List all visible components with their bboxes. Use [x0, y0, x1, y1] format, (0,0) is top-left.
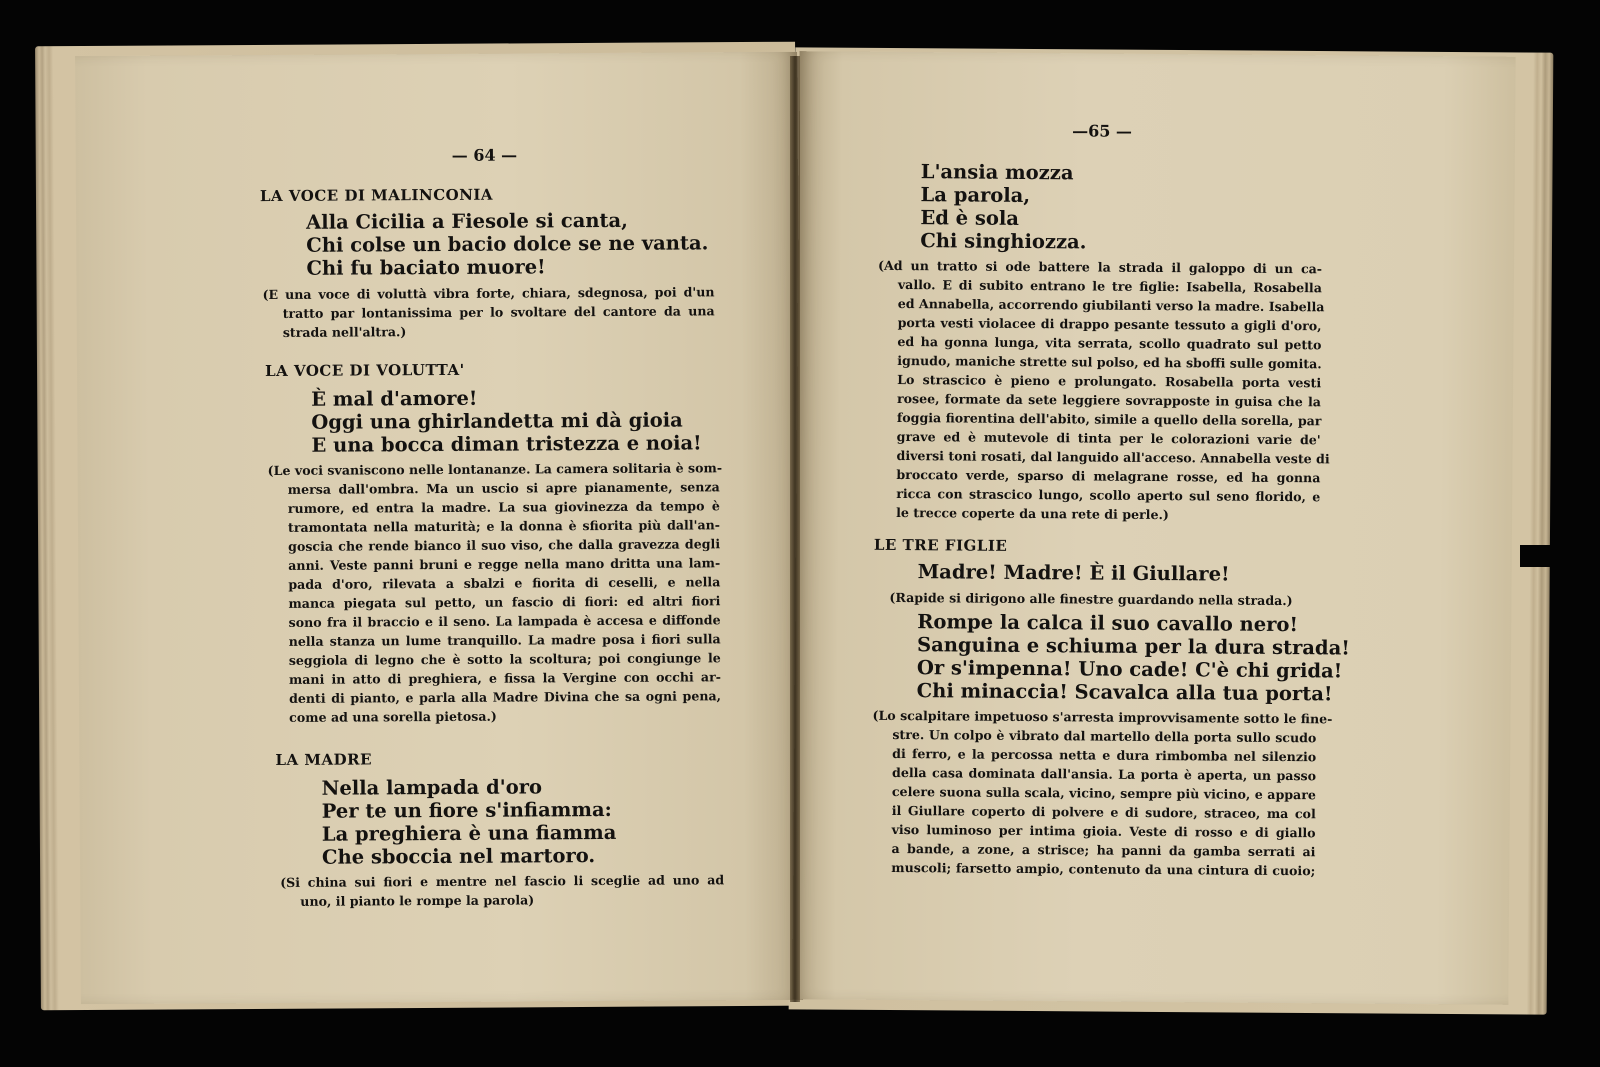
stage-line: le trecce coperte da una rete di perle.) [896, 504, 1169, 523]
section-heading: LA VOCE DI VOLUTTA' [264, 360, 465, 381]
stage-line: rumore, ed entra la madre. La sua giovinezza da tempo è [287, 498, 720, 516]
stage-direction [268, 458, 722, 727]
stage-line: grave ed è mutevole di tinta per le colorazioni varie de' [896, 428, 1321, 448]
stage-line: rosee, formate da sete leggiere sovrapposte in guisa che la [896, 390, 1322, 410]
section-heading: LA VOCE DI MALINCONIA [259, 185, 494, 206]
verse-line: Chi singhiozza. [920, 229, 1087, 254]
stage-line: a bande, a zone, a strisce; ha panni da gamba serrati ai [891, 840, 1316, 860]
stage-line: seggiola di legno che è sotto la scoltura; poi congiunge le [288, 650, 721, 668]
stage-line: vallo. E di subito entrano le tre figlie: Isabella, Rosabella [897, 276, 1322, 296]
stage-line: strada nell'altra.) [282, 324, 407, 340]
stage-line: (E una voce di voluttà vibra forte, chiara, sdegnosa, poi d'un [262, 284, 715, 303]
verse-line: Chi fu baciato muore! [306, 255, 546, 280]
stage-line: pada d'oro, rilevata a sbalzi e fiorita di ceselli, e nella [288, 574, 721, 592]
stage-direction [263, 282, 715, 342]
stage-line: tramontata nella maturità; e la donna è sfiorita più dall'an- [287, 517, 721, 535]
stage-line: della casa dominata dall'ansia. La porta è aperta, un passo [892, 764, 1317, 784]
verse-line: È mal d'amore! [311, 386, 478, 411]
stage-line: stre. Un colpo è vibrato dal martello della porta sullo scudo [892, 726, 1317, 746]
stage-line: (Si china sui fiori e mentre nel fascio li sceglie ad uno ad [280, 872, 725, 890]
verse-line: La parola, [920, 183, 1031, 208]
verse-block [322, 775, 617, 869]
stage-line: mani in atto di preghiera, e fissa la Vergine con occhi ar- [288, 669, 721, 687]
stage-line: il Giullare coperto di polvere e di sudore, straceo, ma col [891, 802, 1316, 822]
verse-block [918, 560, 1230, 585]
page-number: —65 — [1072, 121, 1133, 141]
stage-line: anni. Veste panni bruni e regge nella mano dritta una lam- [288, 555, 721, 573]
verse-line: Madre! Madre! È il Giullare! [917, 560, 1230, 586]
stage-line: broccato verde, sparso di melagrane rosse, ed ha gonna [896, 466, 1321, 486]
stage-line: (Rapide si dirigono alle finestre guardando nella strada.) [889, 589, 1293, 609]
stage-line: ed Annabella, accorrendo giubilanti verso la madre. Isabella [897, 295, 1325, 315]
stage-line: di ferro, e la percossa netta e dura rimbomba nel silenzio [892, 745, 1317, 765]
verse-line: Or s'impenna! Uno cade! C'è chi grida! [916, 656, 1343, 683]
stage-line: celere suona sulla scala, vicino, sempre più vicino, e appare [891, 783, 1316, 803]
stage-line: nella stanza un lume tranquillo. La madre posa i fiori sulla [288, 631, 721, 649]
verse-line: Oggi una ghirlandetta mi dà gioia [311, 408, 683, 434]
verse-block [920, 160, 1087, 253]
verse-line: Chi colse un bacio dolce se ne vanta. [306, 231, 709, 257]
verse-line: Sanguina e schiuma per la dura strada! [916, 633, 1350, 660]
stage-line: diversi toni rosati, dal languido all'acceso. Annabella veste di [896, 447, 1330, 467]
verse-block [311, 385, 702, 456]
verse-line: Chi minaccia! Scavalca alla tua porta! [916, 679, 1333, 706]
verse-line: Nella lampada d'oro [321, 775, 543, 800]
stage-line: uno, il pianto le rompe la parola) [300, 892, 535, 909]
verse-line: Rompe la calca il suo cavallo nero! [917, 610, 1299, 637]
book-gutter [790, 56, 800, 1002]
stage-direction [876, 256, 1330, 525]
stage-line: ricca con strascico lungo, scollo aperto sul seno florido, e [896, 485, 1321, 505]
stage-direction [871, 706, 1333, 880]
verse-line: E una bocca diman tristezza e noia! [311, 431, 702, 457]
stage-line: denti di pianto, e parla alla Madre Divina che sa ogni pena, [288, 688, 722, 706]
verse-block [917, 610, 1350, 705]
right-page [792, 51, 1515, 1005]
page-number: — 64 — [451, 145, 518, 165]
stage-line: goscia che rende bianco il suo viso, che dalla gravezza degli [288, 536, 721, 554]
stage-line: ignudo, maniche strette sul polso, ed ha sboffi sulle gomita. [897, 352, 1322, 372]
stage-line: tratto par lontanissima per lo svoltare del cantore da una [282, 303, 715, 321]
stage-line: (Lo scalpitare impetuoso s'arresta improvvisamente sotto le fine- [872, 707, 1333, 727]
stage-line: mersa dall'ombra. Ma un uscio si apre pianamente, senza [287, 479, 720, 497]
verse-line: Che sboccia nel martoro. [321, 844, 596, 869]
stage-direction [889, 588, 1329, 610]
verse-line: Alla Cicilia a Fiesole si canta, [306, 208, 628, 234]
stage-line: porta vesti violacee di drappo pesante tessuto a gigli d'oro, [897, 314, 1322, 334]
section-heading: LE TRE FIGLIE [873, 535, 1008, 555]
verse-line: Per te un fiore s'infiamma: [321, 797, 612, 823]
stage-line: viso luminoso per intima gioia. Veste di rosso e di giallo [891, 821, 1316, 841]
verse-line: La preghiera è una fiamma [321, 820, 617, 846]
stage-line: sono fra il braccio e il seno. La lampada è accesa e diffonde [288, 612, 721, 630]
stage-line: ed ha gonna lunga, vita serrata, scollo quadrato sul petto [897, 333, 1322, 353]
stage-line: (Ad un tratto si ode battere la strada il galoppo di un ca- [877, 257, 1323, 277]
stage-line: come ad una sorella pietosa.) [289, 708, 497, 725]
left-page [75, 52, 803, 1004]
stage-line: foggia fiorentina dell'abito, simile a quello della sorella, par [896, 409, 1322, 429]
stage-direction [280, 870, 724, 911]
stage-line: (Le voci svaniscono nelle lontananze. La camera solitaria è som- [267, 460, 723, 479]
section-heading: LA MADRE [275, 750, 373, 770]
stage-line: manca piegata sul petto, un fascio di fiori: ed altri fiori [288, 593, 721, 611]
verse-line: Ed è sola [920, 206, 1020, 230]
stage-line: muscoli; farsetto ampio, contenuto da una cintura di cuoio; [891, 859, 1316, 879]
verse-block [306, 208, 709, 279]
page-edge-notch [1520, 545, 1554, 567]
stage-line: Lo strascico è pieno e prolungato. Rosabella porta vesti [897, 371, 1322, 391]
verse-line: L'ansia mozza [920, 160, 1074, 185]
